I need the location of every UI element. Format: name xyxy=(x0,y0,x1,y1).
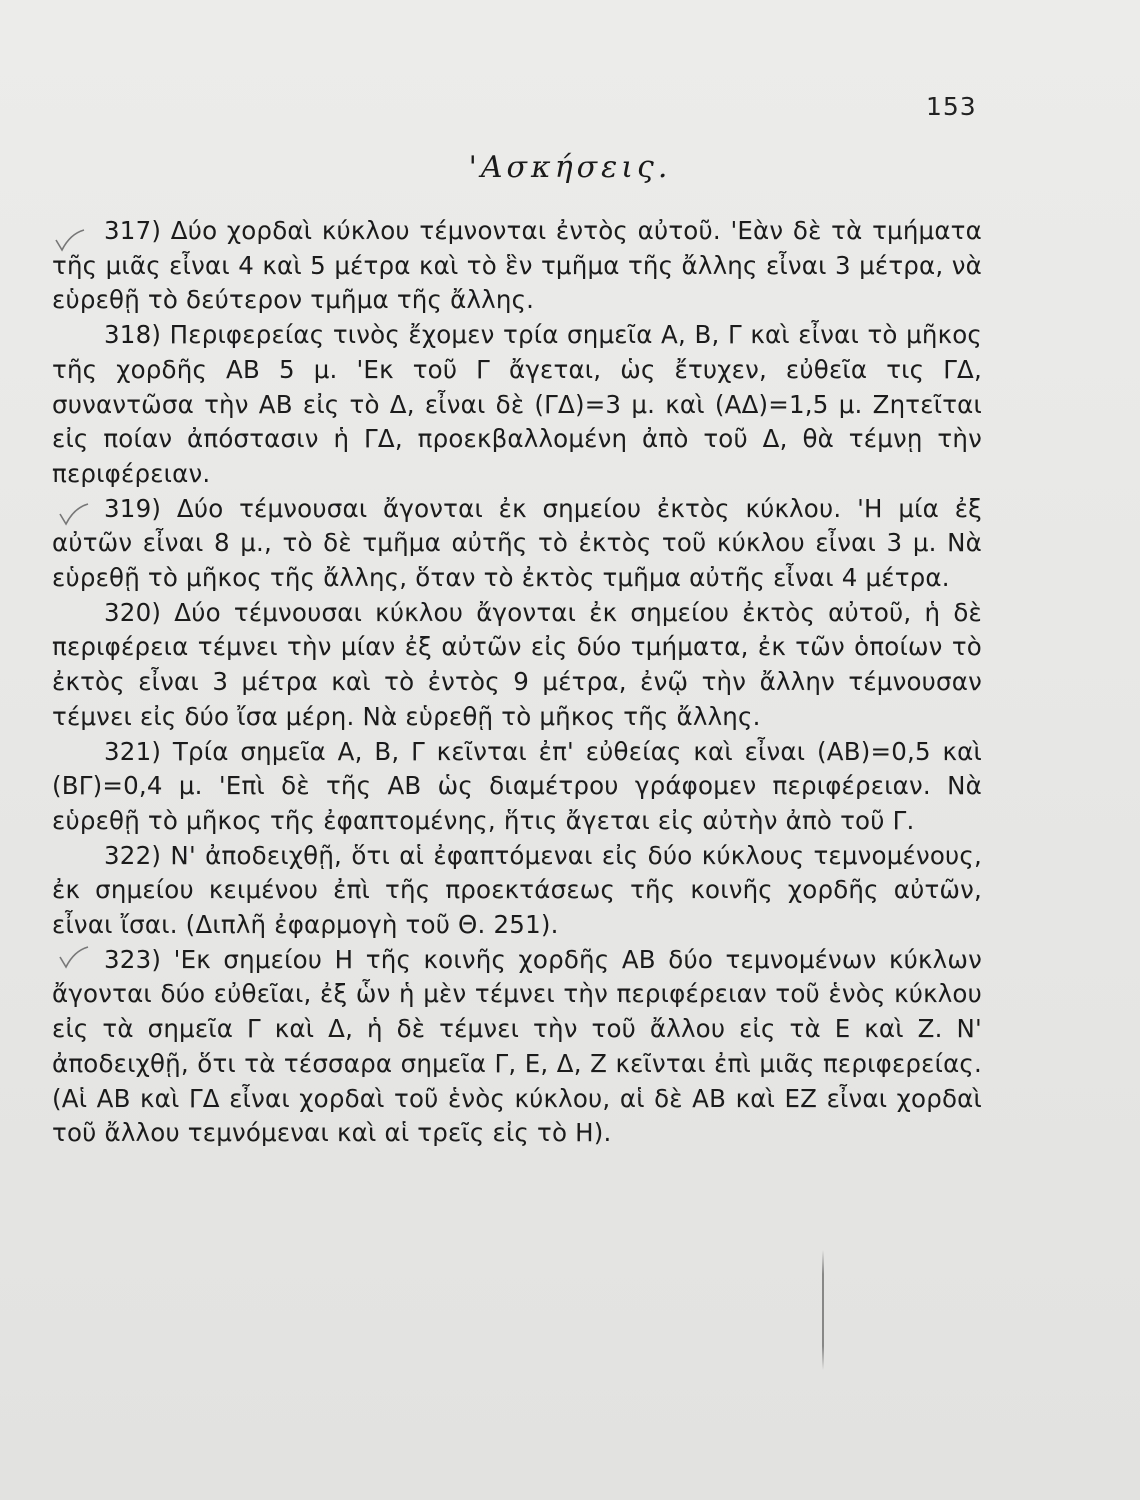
exercise-number: 320) xyxy=(104,597,162,627)
pencil-line xyxy=(822,1250,824,1370)
exercise-317 xyxy=(52,214,982,318)
exercise-322 xyxy=(52,839,982,943)
exercise-text: Ν' ἀποδειχθῇ, ὅτι αἱ ἐφαπτόμεναι εἰς δύο κύκλους τεμνομένους, ἐκ σημείου κειμένου ἐπὶ τῆς προεκτάσεως τῆς κοινῆς χορδῆς αὐτῶν, εἶναι ἴσαι. (Διπλῆ ἐφαρμογὴ τοῦ Θ. 251). xyxy=(52,840,982,940)
exercise-text: Περιφερείας τινὸς ἔχομεν τρία σημεῖα Α, Β, Γ καὶ εἶναι τὸ μῆκος τῆς χορδῆς ΑΒ 5 μ. 'Εκ τοῦ Γ ἄγεται, ὡς ἔτυχεν, εὐθεῖα τις ΓΔ, συναντῶσα τὴν ΑΒ εἰς τὸ Δ, εἶναι δὲ (ΓΔ)=3 μ. καὶ (ΑΔ)=1,5 μ. Ζητεῖται εἰς ποίαν ἀπόστασιν ἡ ΓΔ, προεκβαλλομένη ἀπὸ τοῦ Δ, θὰ τέμνῃ τὴν περιφέρειαν. xyxy=(52,320,982,488)
exercise-321 xyxy=(52,735,982,839)
exercise-318 xyxy=(52,318,982,492)
section-heading: 'Ασκήσεις. xyxy=(468,150,672,185)
exercise-text: Δύο χορδαὶ κύκλου τέμνονται ἐντὸς αὐτοῦ. 'Εὰν δὲ τὰ τμήματα τῆς μιᾶς εἶναι 4 καὶ 5 μέτρα καὶ τὸ ἓν τμῆμα τῆς ἄλλης εἶναι 3 μέτρα, νὰ εὑρεθῇ τὸ δεύτερον τμῆμα τῆς ἄλλης. xyxy=(52,216,982,315)
exercise-number: 323) xyxy=(104,944,162,974)
exercise-text: Δύο τέμνουσαι κύκλου ἄγονται ἐκ σημείου ἐκτὸς αὐτοῦ, ἡ δὲ περιφέρεια τέμνει τὴν μίαν ἐξ αὐτῶν εἰς δύο τμήματα, ἐκ τῶν ὁποίων τὸ ἐκτὸς εἶναι 3 μέτρα καὶ τὸ ἐντὸς 9 μέτρα, ἐνῷ τὴν ἄλλην τέμνουσαν τέμνει εἰς δύο ἴσα μέρη. Νὰ εὑρεθῇ τὸ μῆκος τῆς ἄλλης. xyxy=(52,597,982,731)
exercise-number: 319) xyxy=(104,493,162,523)
exercise-323 xyxy=(52,943,982,1151)
exercise-number: 317) xyxy=(104,216,162,245)
exercise-text: Τρία σημεῖα Α, Β, Γ κεῖνται ἐπ' εὐθείας καὶ εἶναι (ΑΒ)=0,5 καὶ (ΒΓ)=0,4 μ. 'Επὶ δὲ τῆς ΑΒ ὡς διαμέτρου γράφομεν περιφέρειαν. Νὰ εὑρεθῇ τὸ μῆκος τῆς ἐφαπτομένης, ἥτις ἄγεται εἰς αὐτὴν ἀπὸ τοῦ Γ. xyxy=(52,736,982,835)
exercise-number: 321) xyxy=(104,736,162,766)
exercise-text: Δύο τέμνουσαι ἄγονται ἐκ σημείου ἐκτὸς κύκλου. 'Η μία ἐξ αὐτῶν εἶναι 8 μ., τὸ δὲ τμῆμα αὐτῆς τὸ ἐκτὸς τοῦ κύκλου εἶναι 3 μ. Νὰ εὑρεθῇ τὸ μῆκος τῆς ἄλλης, ὅταν τὸ ἐκτὸς τμῆμα αὐτῆς εἶναι 4 μέτρα. xyxy=(52,493,982,593)
exercise-319 xyxy=(52,492,982,596)
exercises-list xyxy=(52,214,982,1151)
exercise-number: 318) xyxy=(104,320,162,350)
exercise-320 xyxy=(52,596,982,735)
page-number: 153 xyxy=(926,92,977,121)
exercise-number: 322) xyxy=(104,840,162,870)
exercise-text: 'Εκ σημείου Η τῆς κοινῆς χορδῆς ΑΒ δύο τεμνομένων κύκλων ἄγονται δύο εὐθεῖαι, ἐξ ὧν ἡ μὲν τέμνει τὴν περιφέρειαν τοῦ ἑνὸς κύκλου εἰς τὰ σημεῖα Γ καὶ Δ, ἡ δὲ τέμνει τὴν τοῦ ἄλλου εἰς τὰ Ε καὶ Ζ. Ν' ἀποδειχθῇ, ὅτι τὰ τέσσαρα σημεῖα Γ, Ε, Δ, Ζ κεῖνται ἐπὶ μιᾶς περιφερείας. (Αἱ ΑΒ καὶ ΓΔ εἶναι χορδαὶ τοῦ ἑνὸς κύκλου, αἱ δὲ ΑΒ καὶ ΕΖ εἶναι χορδαὶ τοῦ ἄλλου τεμνόμεναι καὶ αἱ τρεῖς εἰς τὸ Η). xyxy=(52,944,982,1148)
